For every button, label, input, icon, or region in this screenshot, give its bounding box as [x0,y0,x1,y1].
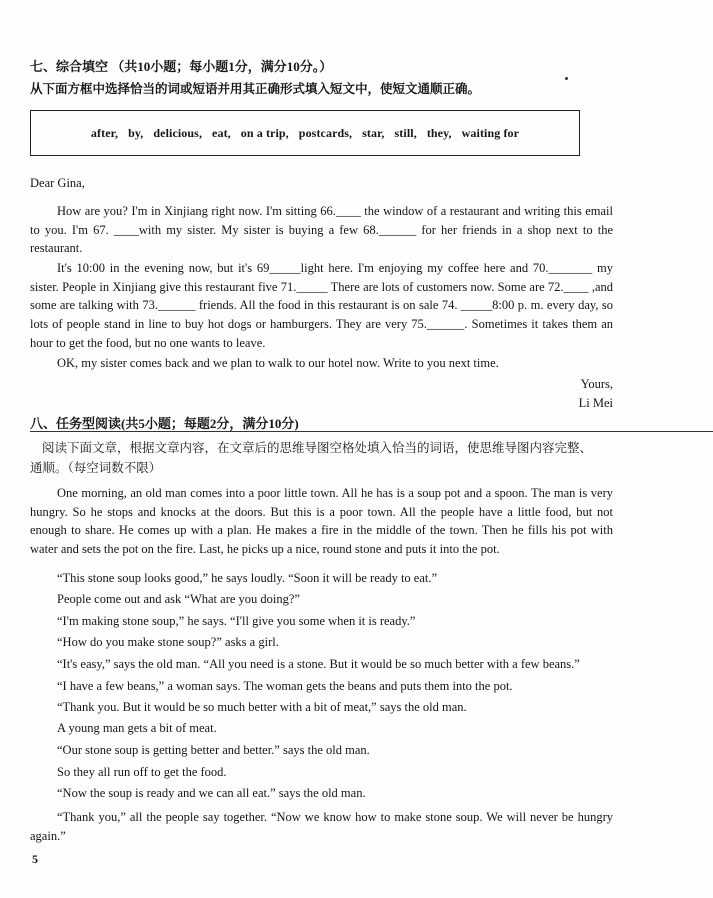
story-last-paragraph: “Thank you,” all the people say together. “Now we know how to make stone soup. We will never be hungry again.” [30,810,613,843]
word-bank-item: delicious, [153,125,203,140]
letter-greeting: Dear Gina, [30,176,85,190]
letter-paragraph-2: It's 10:00 in the evening now, but it's 69_____light here. I'm enjoying my coffee here and 70._______ my sister. People in Xinjiang give this restaurant five 71._____ There are lots of customers now. Some are 72.____ ,and some are talking with 73.______ friends. All the food in this restaurant is on sale 74. _____8:00 p. m. every day, so lots of people stand in line to buy hot dogs or hamburgers. They are very 75.______. Sometimes it takes them an hour to get the food, but no one wants to leave. [30,261,613,350]
word-bank-item: eat, [212,125,231,140]
story-line: People come out and ask “What are you doing?” [57,592,300,606]
story-paragraph-1: One morning, an old man comes into a poor little town. All he has is a soup pot and a spoon. The man is very hungry. So he stops and knocks at the doors. But this is a poor town. All the people have a little food, but not enough to share. He comes up with a plan. He makes a fire in the middle of the town. Then he fills his pot with water and sets the pot on the fire. Last, he picks up a nice, round stone and puts it into the pot. [30,486,613,557]
word-bank-item: by, [128,125,144,140]
story-line: “I have a few beans,” a woman says. The woman gets the beans and puts them into the pot. [57,679,513,693]
section-divider [30,431,713,432]
story-line: “It's easy,” says the old man. “All you need is a stone. But it would be so much better with a few beans.” [57,657,580,671]
letter-paragraph-3: OK, my sister comes back and we plan to walk to our hotel now. Write to you next time. [57,356,499,370]
letter-paragraph-1: How are you? I'm in Xinjiang right now. I'm sitting 66.____ the window of a restaurant and writing this email to you. I'm 67. ____with my sister. My sister is buying a few 68.______ for her friends in a shop next to the restaurant. [30,204,613,256]
story-line: “How do you make stone soup?” asks a girl. [57,635,279,649]
word-bank-item: they, [426,125,452,140]
letter-signature: Li Mei [578,396,613,410]
story-line: “Our stone soup is getting better and better.” says the old man. [57,743,370,757]
word-bank-item: waiting for [461,125,520,140]
scan-dot [565,77,568,80]
word-bank-item: after, [90,125,119,140]
story-line: “Thank you. But it would be so much better with a bit of meat,” says the old man. [57,700,467,714]
word-bank-item: postcards, [298,125,353,140]
word-bank-box [30,110,580,156]
section-7-instruction: 从下面方框中选择恰当的词或短语并用其正确形式填入短文中，使短文通顺正确。 [30,82,481,96]
section-8-instruction-line-1: 阅读下面文章，根据文章内容，在文章后的思维导图空格处填入恰当的词语，使思维导图内容完整、 [42,441,593,455]
word-bank-item: star, [362,125,385,140]
section-7-title: 七、综合填空 （共10小题；每小题1分，满分10分。） [30,59,333,74]
story-line: So they all run off to get the food. [57,765,227,779]
page-number: 5 [32,852,38,866]
letter-closing: Yours, [580,377,613,391]
story-line: “This stone soup looks good,” he says loudly. “Soon it will be ready to eat.” [57,571,438,585]
story-line: “I'm making stone soup,” he says. “I'll give you some when it is ready.” [57,614,416,628]
section-8-title: 八、任务型阅读(共5小题；每题2分，满分10分) [30,416,299,431]
section-8-instruction-line-2: 通顺。（每空词数不限） [30,461,162,475]
story-line: A young man gets a bit of meat. [57,721,217,735]
word-bank-item: still, [394,125,417,140]
story-line: “Now the soup is ready and we can all eat.” says the old man. [57,786,366,800]
word-bank-item: on a trip, [240,125,289,140]
